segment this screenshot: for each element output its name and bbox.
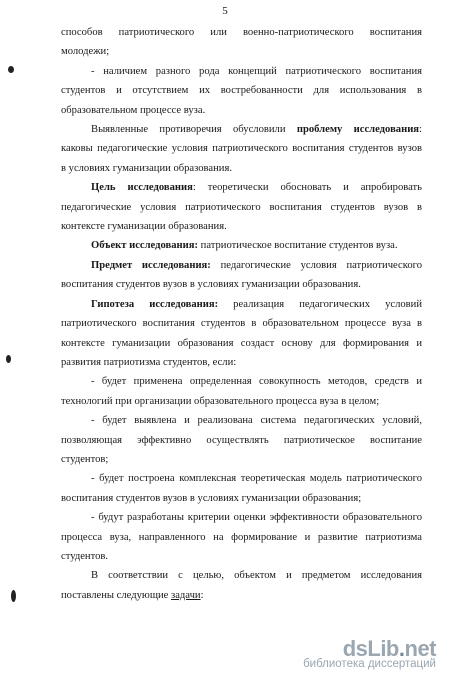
- text-line: воспитания студентов вузов в условиях гуманизации образования;: [61, 492, 362, 504]
- list-item-line: - будет построена комплексная теоретическая модель патриотического: [91, 473, 422, 485]
- list-item-line: - наличием разного рода концепций патриотического воспитания: [91, 65, 422, 77]
- subject-label: Предмет исследования:: [91, 259, 211, 271]
- object-label: Объект исследования:: [91, 240, 198, 252]
- scan-speck: [8, 66, 14, 73]
- list-item-line: - будет применена определенная совокупность методов, средств и: [91, 376, 422, 388]
- object-statement: [61, 236, 422, 255]
- text-span: :: [419, 124, 422, 136]
- text-line: контексте гуманизации образования создаст основу для формирования и: [61, 337, 422, 349]
- page-number: 5: [222, 5, 228, 17]
- text-line: образовательном процессе вуза.: [61, 104, 206, 116]
- text-span: реализация педагогических условий: [218, 298, 422, 310]
- watermark-subtitle: библиотека диссертаций: [303, 658, 436, 670]
- scan-speck: [6, 355, 11, 363]
- text-span: :: [200, 589, 204, 601]
- text-line: процесса вуза, направленного на формирование и развитие патриотизма: [61, 531, 422, 543]
- goal-label: Цель исследования: [91, 182, 193, 194]
- text-line: молодежи;: [61, 46, 110, 58]
- text-line: студентов.: [61, 550, 109, 562]
- text-line: В соответствии с целью, объектом и предметом исследования: [91, 570, 422, 582]
- logo-tld: net: [404, 636, 436, 661]
- problem-label: проблему исследования: [296, 124, 420, 136]
- text-line: каковы педагогические условия патриотического воспитания студентов вузов: [61, 143, 422, 155]
- subject-statement: [61, 256, 422, 275]
- text-span: поставлены следующие: [61, 589, 172, 601]
- text-line: способов патриотического или военно-патриотического воспитания: [61, 27, 422, 38]
- text-line: студентов;: [61, 453, 109, 465]
- tasks-intro: [61, 586, 422, 605]
- hypothesis-statement: [61, 295, 422, 314]
- list-item-line: - будет выявлена и реализована система педагогических условий,: [91, 415, 422, 427]
- logo-main: dsLib: [342, 636, 399, 661]
- goal-statement: [61, 178, 422, 197]
- text-line: контексте гуманизации образования.: [61, 221, 227, 233]
- text-span: : теоретически обосновать и апробировать: [192, 182, 423, 194]
- list-item-line: - будут разработаны критерии оценки эффективности образовательного: [91, 512, 422, 524]
- watermark: [303, 636, 436, 670]
- problem-statement: [61, 120, 422, 139]
- text-span: Выявленные противоречия обусловили: [91, 124, 297, 136]
- text-line: воспитания студентов вузов в условиях гуманизации образования.: [61, 279, 361, 291]
- text-span: педагогические условия патриотического: [210, 259, 423, 271]
- logo-dot: .: [398, 636, 405, 661]
- text-line: развития патриотизма студентов, если:: [61, 356, 237, 368]
- text-line: технологий при организации образовательного процесса вуза в целом;: [61, 395, 380, 407]
- document-body: [61, 23, 422, 605]
- text-line: студентов и отсутствием их востребованности для использования в: [61, 85, 422, 97]
- text-span: патриотическое воспитание студентов вуза.: [198, 240, 398, 252]
- scan-speck: [11, 590, 16, 602]
- text-line: в условиях гуманизации образования.: [61, 162, 232, 174]
- text-line: позволяющая эффективно осуществлять патриотическое воспитание: [61, 434, 422, 446]
- text-line: патриотического воспитания студентов в образовательном процессе вуза в: [61, 318, 422, 330]
- text-line: педагогические условия патриотического воспитания студентов вузов в: [61, 201, 422, 213]
- hypothesis-label: Гипотеза исследования:: [91, 298, 219, 310]
- tasks-label: задачи: [171, 589, 201, 601]
